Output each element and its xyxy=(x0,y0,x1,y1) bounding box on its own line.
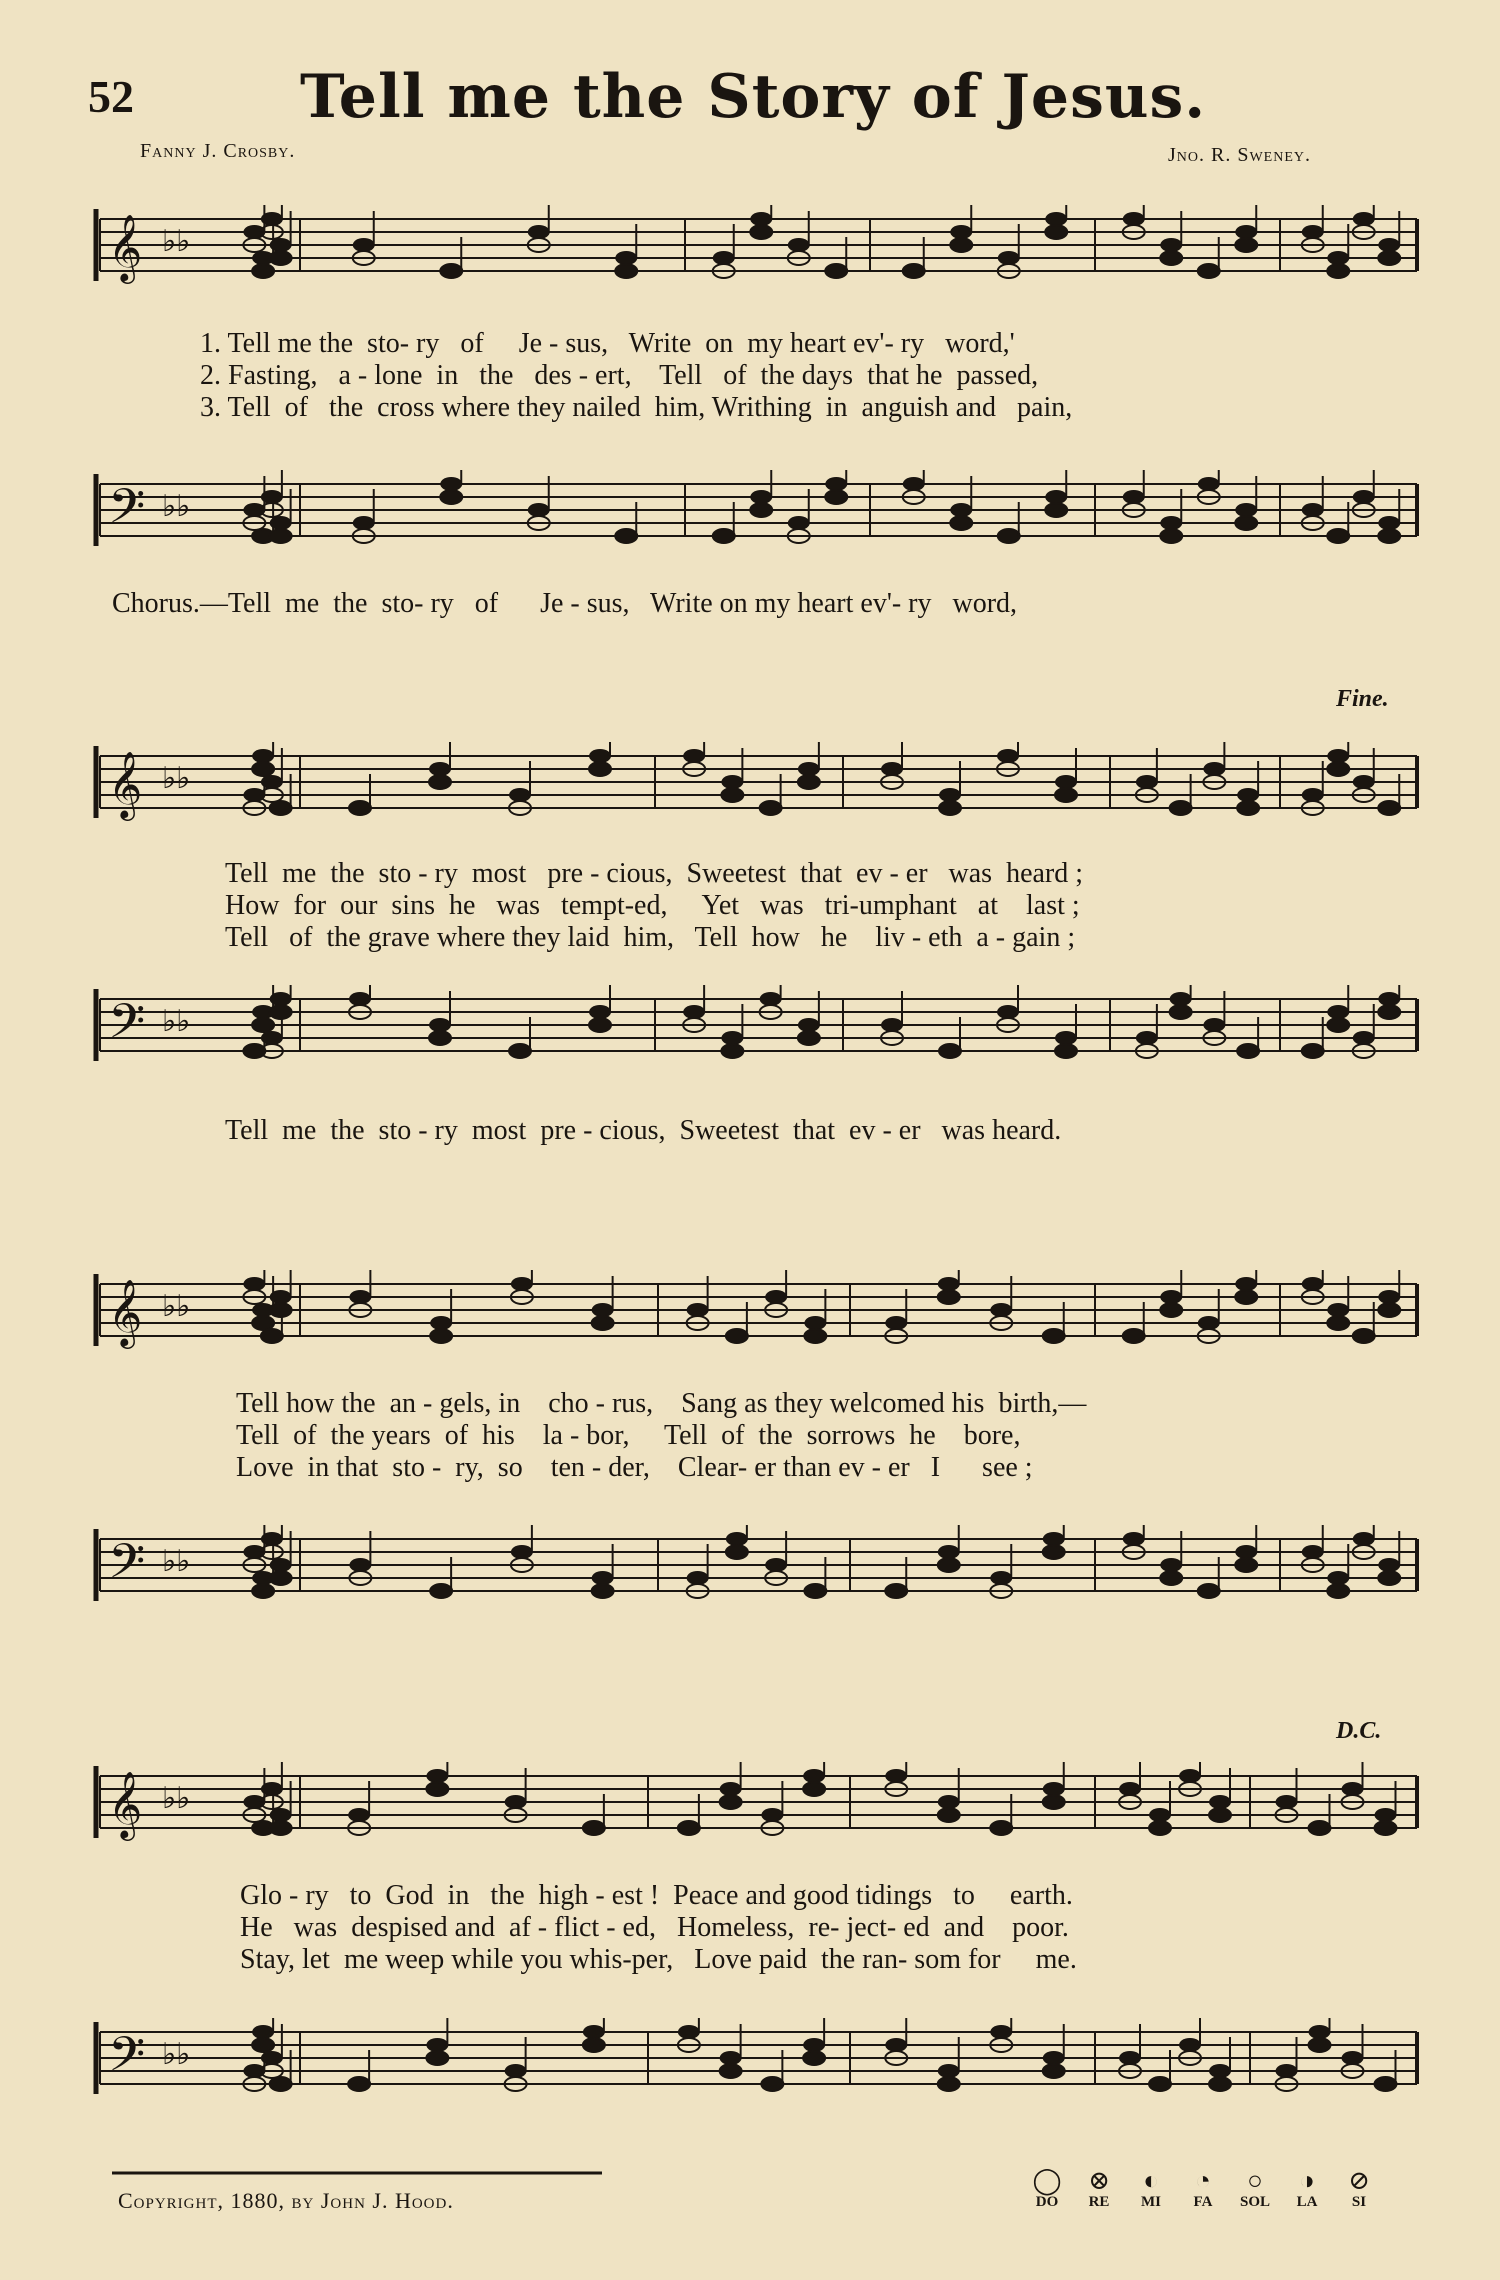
copyright-notice: Copyright, 1880, by John J. Hood. xyxy=(118,2188,454,2213)
svg-text:♭♭: ♭♭ xyxy=(162,489,191,524)
verse-1-line: Glo - ry to God in the high - est ! Peace and good tidings to earth. xyxy=(240,1880,1073,1911)
solfa-legend xyxy=(1025,2168,1405,2218)
bass-staff-2 xyxy=(0,985,1500,1075)
svg-text:𝄢: 𝄢 xyxy=(108,993,146,1061)
svg-text:♭♭: ♭♭ xyxy=(162,1289,191,1324)
treble-staff-4 xyxy=(0,1762,1500,1852)
solfa-la: ◑ LA xyxy=(1296,2166,1318,2210)
verse-3-line: Love in that sto - ry, so ten - der, Clear- er than ev - er I see ; xyxy=(236,1452,1033,1483)
bass-staff-3 xyxy=(0,1525,1500,1615)
solfa-do: ◯ DO xyxy=(1032,2166,1062,2210)
solfa-fa: ◔ FA xyxy=(1193,2166,1213,2210)
composer-credit: Jno. R. Sweney. xyxy=(1168,144,1312,166)
svg-text:♭♭: ♭♭ xyxy=(162,224,191,259)
verse-2-line: He was despised and af - flict - ed, Homeless, re- ject- ed and poor. xyxy=(240,1912,1069,1943)
verse-2-line: 2. Fasting, a - lone in the des - ert, Tell of the days that he passed, xyxy=(200,360,1039,391)
svg-text:♭♭: ♭♭ xyxy=(162,761,191,796)
verse-3-line: 3. Tell of the cross where they nailed him, Writhing in anguish and pain, xyxy=(200,392,1073,423)
svg-text:♭♭: ♭♭ xyxy=(162,1544,191,1579)
hymn-title: Tell me the Story of Jesus. xyxy=(300,62,1207,132)
treble-staff-1 xyxy=(0,205,1500,295)
verse-2-line: Tell of the years of his la - bor, Tell of the sorrows he bore, xyxy=(236,1420,1021,1451)
treble-staff-3 xyxy=(0,1270,1500,1360)
svg-text:𝄞: 𝄞 xyxy=(108,1278,143,1346)
verse-1-line: 1. Tell me the sto- ry of Je - sus, Write on my heart ev'- ry word,' xyxy=(200,328,1015,359)
svg-text:𝄢: 𝄢 xyxy=(108,2026,146,2094)
verse-1-line: Tell me the sto - ry most pre - cious, Sweetest that ev - er was heard ; xyxy=(225,858,1084,889)
svg-text:𝄢: 𝄢 xyxy=(108,478,146,546)
lyricist-credit: Fanny J. Crosby. xyxy=(140,140,296,162)
svg-text:𝄞: 𝄞 xyxy=(108,213,143,281)
bass-staff-4 xyxy=(0,2018,1500,2108)
solfa-mi: ◐ MI xyxy=(1141,2166,1161,2210)
chorus-line: Tell me the sto - ry most pre - cious, Sweetest that ev - er was heard. xyxy=(225,1115,1062,1146)
treble-staff-2 xyxy=(0,742,1500,832)
fine-mark: Fine. xyxy=(1336,686,1389,712)
verse-3-line: Stay, let me weep while you whis-per, Love paid the ran- som for me. xyxy=(240,1944,1077,1975)
svg-text:♭♭: ♭♭ xyxy=(162,1004,191,1039)
solfa-si: ⊘ SI xyxy=(1348,2166,1370,2210)
footer-rule xyxy=(112,2170,602,2176)
svg-text:♭♭: ♭♭ xyxy=(162,1781,191,1816)
svg-text:𝄞: 𝄞 xyxy=(108,1770,143,1838)
verse-2-line: How for our sins he was tempt-ed, Yet was tri-umphant at last ; xyxy=(225,890,1080,921)
dc-mark: D.C. xyxy=(1336,1718,1382,1744)
solfa-sol: ○ SOL xyxy=(1239,2166,1270,2210)
svg-text:𝄢: 𝄢 xyxy=(108,1533,146,1601)
verse-3-line: Tell of the grave where they laid him, Tell how he liv - eth a - gain ; xyxy=(225,922,1076,953)
solfa-re: ⊗ RE xyxy=(1088,2166,1110,2210)
bass-staff-1 xyxy=(0,470,1500,560)
verse-1-line: Tell how the an - gels, in cho - rus, Sang as they welcomed his birth,— xyxy=(236,1388,1087,1419)
page-number: 52 xyxy=(88,71,134,122)
svg-text:♭♭: ♭♭ xyxy=(162,2037,191,2072)
svg-text:𝄞: 𝄞 xyxy=(108,750,143,818)
chorus-line: Chorus.—Tell me the sto- ry of Je - sus, Write on my heart ev'- ry word, xyxy=(112,588,1018,619)
